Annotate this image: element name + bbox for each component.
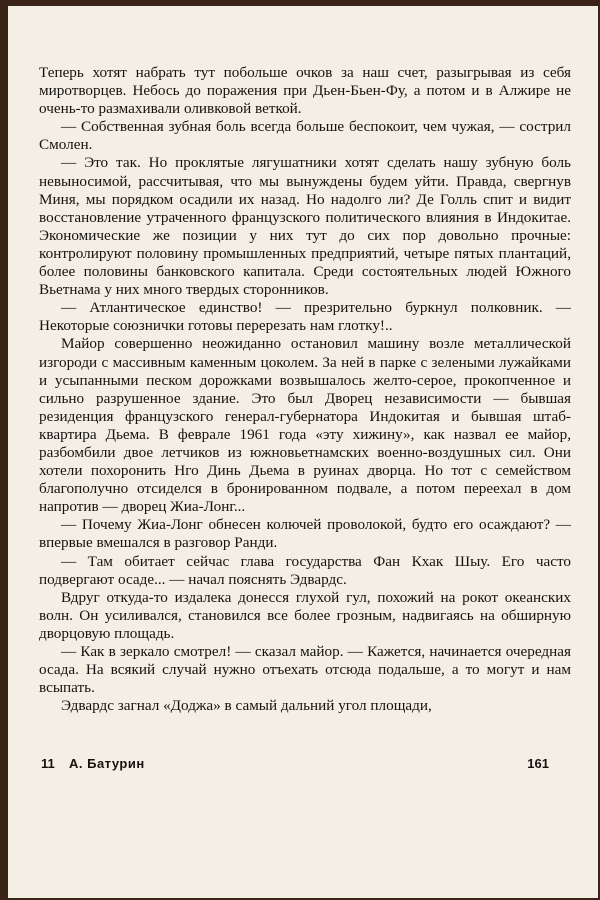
paragraph: Майор совершенно неожиданно остановил машину возле металлической изгороди с массивным каменным цоколем. За ней в парке с зелеными лужайками и усыпанными песком дорожками возвышалось желто-серое, прокопченное и сильно разрушенное здание. Это был Дворец независимости — бывшая резиденция французского генерал-губернатора Индокитая и бывшая штаб-квартира Дьема. В феврале 1961 года «эту хижину», как назвал ее майор, разбомбили двое летчиков из южновьетнамских военно-воздушных сил. Они хотели похоронить Нго Динь Дьема в руинах дворца. Но тот с семейством благополучно отсиделся в бронированном подвале, а потом переехал в дом напротив — дворец Жиа-Лонг... — [39, 335, 571, 516]
paragraph: — Как в зеркало смотрел! — сказал майор. — Кажется, начинается очередная осада. На всякий случай нужно отъехать отсюда подальше, а то могут и нам всыпать. — [39, 643, 571, 697]
paragraph: Эдвардс загнал «Доджа» в самый дальний угол площади, — [61, 697, 432, 715]
body-text — [39, 64, 571, 715]
paragraph: — Собственная зубная боль всегда больше беспокоит, чем чужая, — сострил Смолен. — [39, 118, 571, 154]
paragraph: — Там обитает сейчас глава государства Фан Кхак Шыу. Его часто подвергают осаде... — начал пояснять Эдвардс. — [39, 552, 571, 588]
paragraph: Теперь хотят набрать тут побольше очков за наш счет, разыгрывая из себя миротворцев. Небось до поражения при Дьен-Бьен-Фу, а потом и в Алжире не очень-то размахивали оливковой веткой. — [39, 64, 571, 118]
page-number: 161 — [527, 756, 549, 771]
paragraph: — Это так. Но проклятые лягушатники хотят сделать нашу зубную боль невыносимой, рассчитывая, что мы вынуждены будем уйти. Правда, свергнув Миня, мы порядком осадили их назад. Но надолго ли? Де Голль спит и видит восстановление утраченного французского политического влияния в Индокитае. Экономические же позиции у них тут до сих пор довольно прочные: контролируют половину промышленных предприятий, четыре пятых плантаций, более половины банковского капитала. Среди состоятельных людей Южного Вьетнама у них много твердых сторонников. — [39, 154, 571, 299]
book-page — [8, 6, 598, 898]
paragraph: Вдруг откуда-то издалека донесся глухой гул, похожий на рокот океанских волн. Он усиливался, становился все более грозным, надвигаясь на обширную дворцовую площадь. — [39, 588, 571, 642]
running-footer-author: А. Батурин — [69, 756, 145, 771]
printer-signature-mark: 11 — [41, 756, 55, 771]
paragraph: — Почему Жиа-Лонг обнесен колючей проволокой, будто его осаждают? — впервые вмешался в разговор Ранди. — [39, 516, 571, 552]
paragraph: — Атлантическое единство! — презрительно буркнул полковник. — Некоторые союзнички готовы перерезать нам глотку!.. — [39, 299, 571, 335]
